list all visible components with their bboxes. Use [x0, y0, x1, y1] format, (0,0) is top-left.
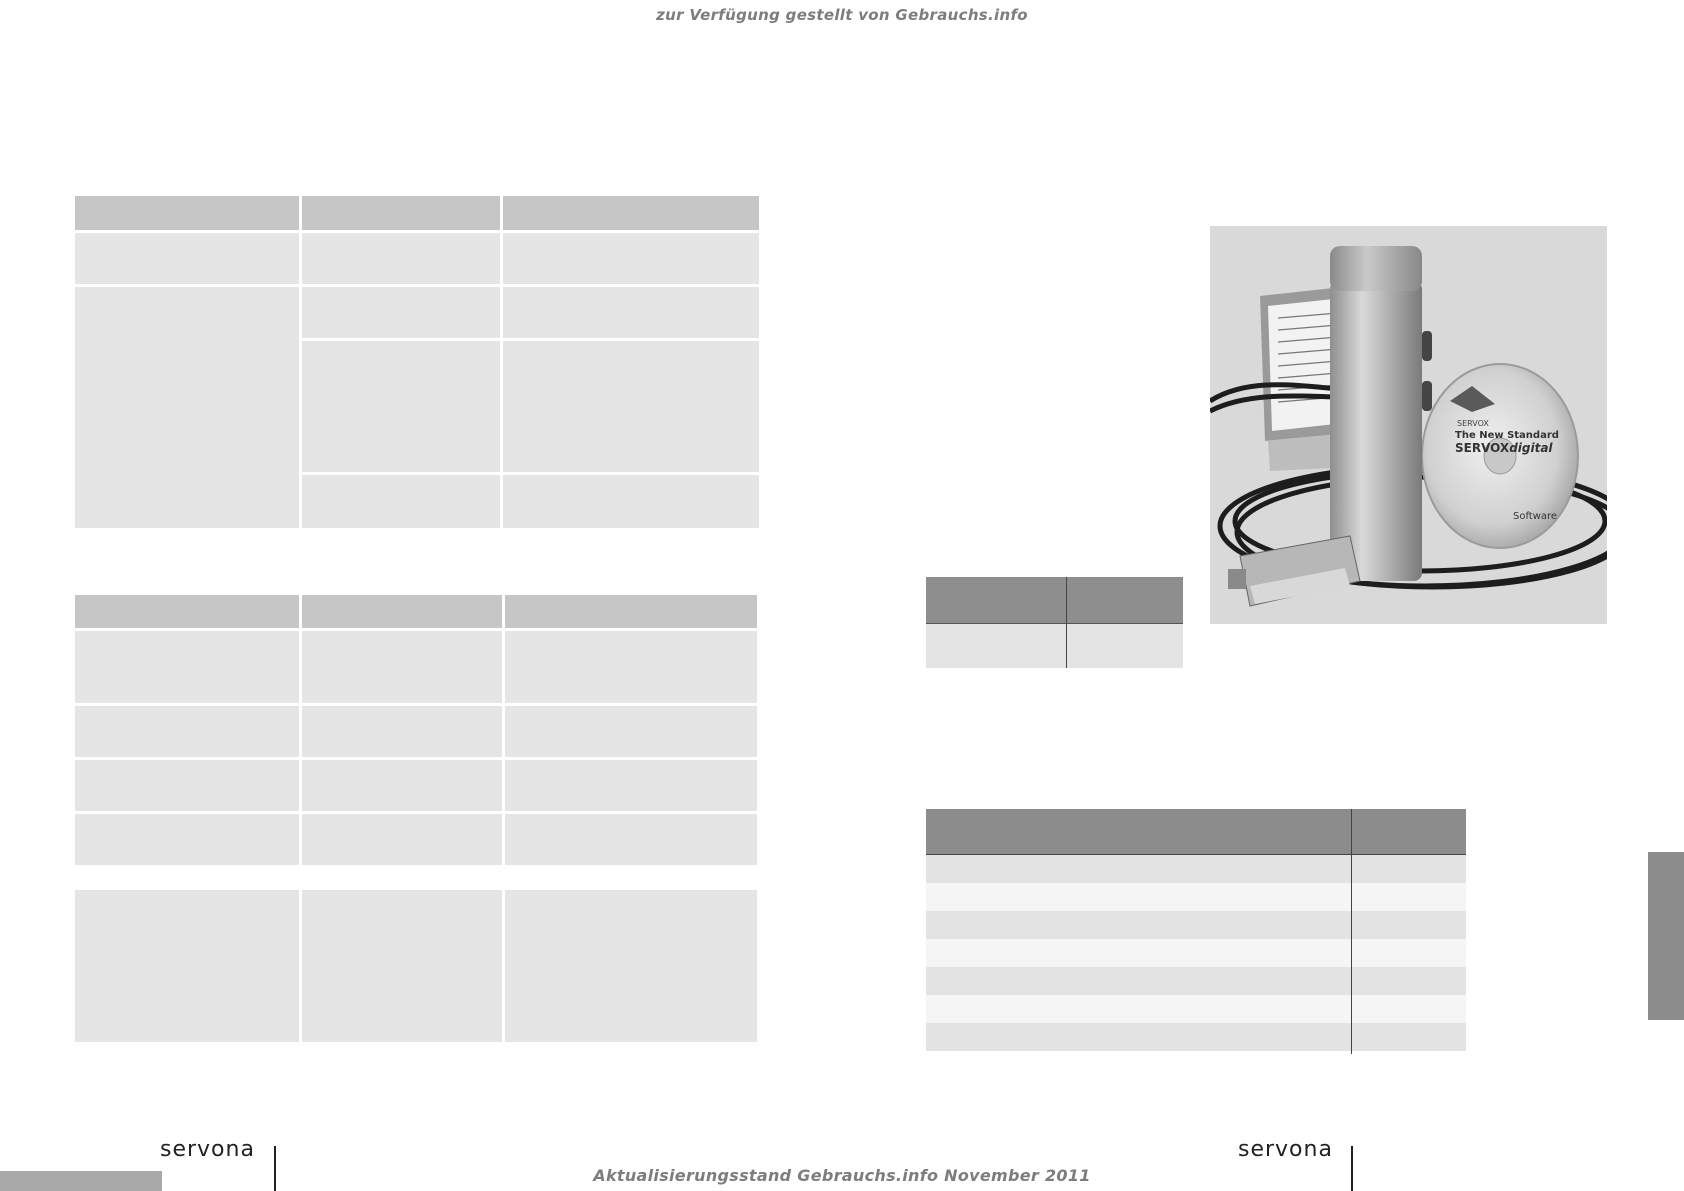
table-b-cell	[302, 814, 502, 865]
table-b-header-cell	[505, 595, 757, 628]
spec-table-a	[75, 196, 759, 533]
table-row	[926, 855, 1466, 883]
table-b-cell	[302, 706, 502, 757]
table-a-cell	[302, 287, 500, 338]
table-row	[926, 967, 1466, 995]
brand-logo-left: servona	[160, 1137, 255, 1162]
product-illustration	[1210, 226, 1607, 624]
table-row	[926, 883, 1466, 911]
small-table-row	[926, 624, 1183, 668]
small-table-header-row	[926, 577, 1183, 624]
spec-table-c	[75, 890, 757, 1042]
small-table-divider	[1066, 577, 1067, 668]
table-b-cell	[505, 760, 757, 811]
accessory-price-table	[926, 809, 1466, 1054]
table-b-cell	[505, 814, 757, 865]
table-c-cell	[505, 890, 757, 1042]
table-row	[926, 1023, 1466, 1051]
table-b-cell	[302, 631, 502, 703]
table-b-header-cell	[75, 595, 299, 628]
price-table-header-row	[926, 809, 1466, 855]
table-a-cell	[302, 475, 500, 528]
table-a-header-cell	[75, 196, 299, 230]
table-c-cell	[302, 890, 502, 1042]
source-banner: zur Verfügung gestellt von Gebrauchs.info	[656, 6, 1028, 24]
table-row	[926, 911, 1466, 939]
table-b-cell	[302, 760, 502, 811]
cd-line2-suffix: digital	[1509, 441, 1553, 455]
table-a-cell	[503, 287, 759, 338]
cd-line1-text: The New Standard	[1455, 430, 1559, 441]
spec-table-b	[75, 595, 757, 870]
price-table-divider	[1351, 809, 1352, 1054]
table-a-cell	[503, 233, 759, 284]
product-photo	[1210, 226, 1607, 624]
software-cd	[1422, 364, 1578, 548]
table-b-cell	[505, 631, 757, 703]
table-b-header-cell	[302, 595, 502, 628]
cd-brand-text: SERVOX	[1457, 419, 1489, 428]
table-b-cell	[75, 706, 299, 757]
table-a-cell	[302, 341, 500, 472]
table-b-cell	[75, 814, 299, 865]
update-banner: Aktualisierungsstand Gebrauchs.info November 2011	[593, 1166, 1091, 1185]
brand-logo-right: servona	[1238, 1137, 1333, 1162]
table-a-header-cell	[503, 196, 759, 230]
table-c-cell	[75, 890, 299, 1042]
table-b-cell	[75, 631, 299, 703]
cd-label-text: Software	[1513, 511, 1558, 522]
small-spec-table	[926, 577, 1183, 668]
table-a-cell	[503, 341, 759, 472]
table-b-cell	[505, 706, 757, 757]
table-row	[926, 995, 1466, 1023]
table-a-merged-cell	[75, 287, 299, 528]
table-row	[926, 939, 1466, 967]
table-a-cell	[75, 233, 299, 284]
table-a-cell	[302, 233, 500, 284]
table-a-header-cell	[302, 196, 500, 230]
chapter-side-tab	[1648, 852, 1684, 1020]
table-b-cell	[75, 760, 299, 811]
table-a-cell	[503, 475, 759, 528]
cd-line2-main: SERVOX	[1455, 441, 1510, 455]
speech-aid-device	[1330, 246, 1432, 581]
cd-line2-text	[1455, 441, 1553, 455]
